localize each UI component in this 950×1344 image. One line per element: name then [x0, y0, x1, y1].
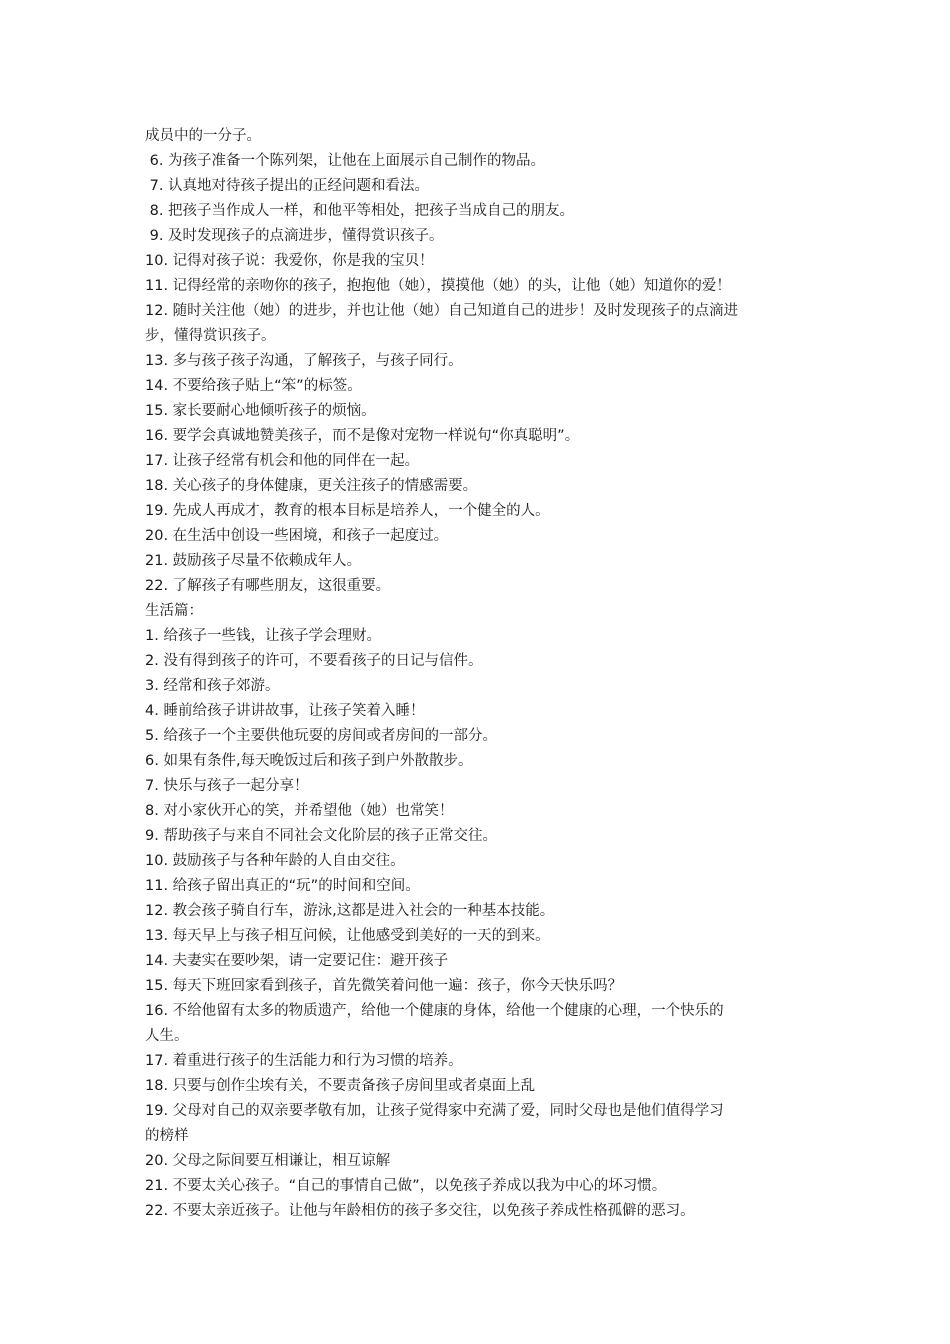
text-line: 14. 夫妻实在要吵架，请一定要记住：避开孩子: [145, 953, 449, 969]
text-line: 2. 没有得到孩子的许可，不要看孩子的日记与信件。: [145, 653, 483, 669]
text-line: 22. 了解孩子有哪些朋友，这很重要。: [145, 578, 391, 594]
text-line: 12. 随时关注他（她）的进步，并也让他（她）自己知道自己的进步！及时发现孩子的点滴进: [145, 303, 739, 319]
text-line: 6. 为孩子准备一个陈列架，让他在上面展示自己制作的物品。: [145, 153, 546, 169]
text-line: 10. 鼓励孩子与各种年龄的人自由交往。: [145, 853, 405, 869]
text-line: 13. 每天早上与孩子相互问候，让他感受到美好的一天的到来。: [145, 928, 550, 944]
text-line: 18. 只要与创作尘埃有关，不要责备孩子房间里或者桌面上乱: [145, 1078, 536, 1094]
text-line: 11. 记得经常的亲吻你的孩子，抱抱他（她），摸摸他（她）的头，让他（她）知道你的爱！: [145, 278, 731, 294]
text-line: 14. 不要给孩子贴上“笨”的标签。: [145, 378, 362, 394]
text-line: 生活篇：: [145, 603, 203, 619]
text-line: 17. 让孩子经常有机会和他的同伴在一起。: [145, 453, 420, 469]
text-line: 13. 多与孩子孩子沟通，了解孩子，与孩子同行。: [145, 353, 463, 369]
text-line: 20. 在生活中创设一些困境，和孩子一起度过。: [145, 528, 449, 544]
text-line: 8. 把孩子当作成人一样，和他平等相处，把孩子当成自己的朋友。: [145, 203, 575, 219]
text-line: 人生。: [145, 1028, 189, 1044]
text-line: 9. 及时发现孩子的点滴进步，懂得赏识孩子。: [145, 228, 444, 244]
text-line: 11. 给孩子留出真正的“玩”的时间和空间。: [145, 878, 420, 894]
text-line: 8. 对小家伙开心的笑，并希望他（她）也常笑！: [145, 803, 454, 819]
text-line: 3. 经常和孩子郊游。: [145, 678, 280, 694]
text-line: 19. 先成人再成才，教育的根本目标是培养人，一个健全的人。: [145, 503, 550, 519]
text-line: 的榜样: [145, 1128, 189, 1144]
text-line: 步，懂得赏识孩子。: [145, 328, 276, 344]
text-line: 10. 记得对孩子说：我爱你，你是我的宝贝！: [145, 253, 434, 269]
text-line: 5. 给孩子一个主要供他玩耍的房间或者房间的一部分。: [145, 728, 497, 744]
text-line: 15. 家长要耐心地倾听孩子的烦恼。: [145, 403, 376, 419]
text-line: 15. 每天下班回家看到孩子，首先微笑着问他一遍：孩子，你今天快乐吗？: [145, 978, 623, 994]
text-line: 18. 关心孩子的身体健康，更关注孩子的情感需要。: [145, 478, 478, 494]
text-line: 22. 不要太亲近孩子。让他与年龄相仿的孩子多交往，以免孩子养成性格孤僻的恶习。: [145, 1203, 695, 1219]
text-line: 16. 不给他留有太多的物质遗产，给他一个健康的身体，给他一个健康的心理，一个快乐的: [145, 1003, 724, 1019]
text-line: 1. 给孩子一些钱，让孩子学会理财。: [145, 628, 381, 644]
text-line: 21. 鼓励孩子尽量不依赖成年人。: [145, 553, 362, 569]
text-line: 7. 认真地对待孩子提出的正经问题和看法。: [145, 178, 430, 194]
text-line: 21. 不要太关心孩子。“自己的事情自己做”，以免孩子养成以我为中心的坏习惯。: [145, 1178, 667, 1194]
text-line: 12. 教会孩子骑自行车，游泳,这都是进入社会的一种基本技能。: [145, 903, 555, 919]
text-line: 17. 着重进行孩子的生活能力和行为习惯的培养。: [145, 1053, 463, 1069]
text-line: 20. 父母之际间要互相谦让，相互谅解: [145, 1153, 391, 1169]
text-line: 4. 睡前给孩子讲讲故事，让孩子笑着入睡！: [145, 703, 425, 719]
text-line: 6. 如果有条件,每天晚饭过后和孩子到户外散散步。: [145, 753, 473, 769]
document-text: [145, 124, 825, 1224]
text-line: 16. 要学会真诚地赞美孩子，而不是像对宠物一样说句“你真聪明”。: [145, 428, 580, 444]
text-line: 9. 帮助孩子与来自不同社会文化阶层的孩子正常交往。: [145, 828, 497, 844]
text-line: 19. 父母对自己的双亲要孝敬有加，让孩子觉得家中充满了爱，同时父母也是他们值得学习: [145, 1103, 724, 1119]
text-line: 成员中的一分子。: [145, 128, 261, 144]
text-line: 7. 快乐与孩子一起分享！: [145, 778, 309, 794]
